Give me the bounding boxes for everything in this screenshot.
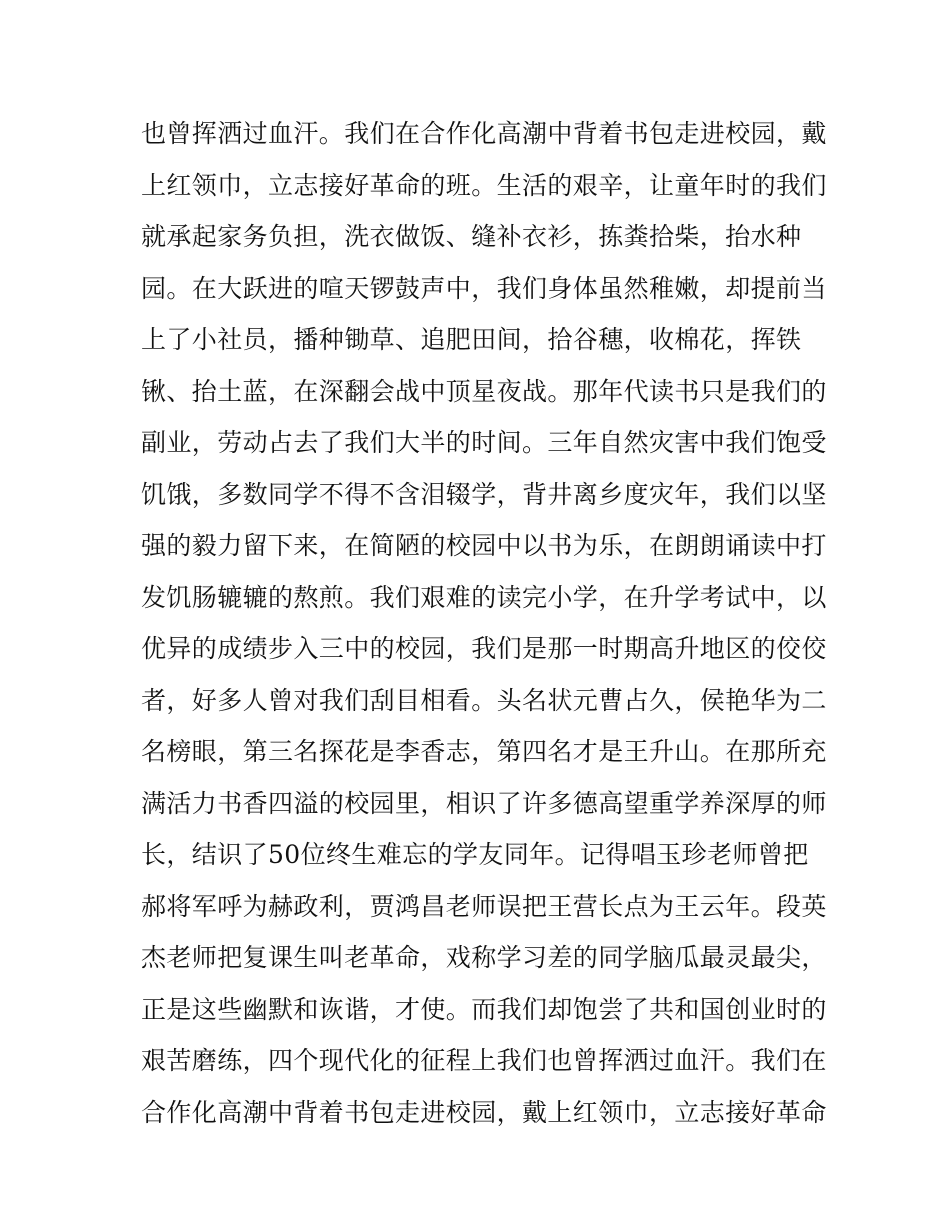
- text-line-8: 饥饿，多数同学不得不含泪辍学，背井离乡度灾年，我们以坚: [141, 479, 827, 509]
- text-line-2: 上红领巾，立志接好革命的班。生活的艰辛，让童年时的我们: [141, 170, 827, 200]
- text-line-7: 副业，劳动占去了我们大半的时间。三年自然灾害中我们饱受: [141, 428, 827, 457]
- text-line-10: 发饥肠辘辘的熬煎。我们艰难的读完小学，在升学考试中，以: [141, 582, 827, 612]
- text-line-4: 园。在大跃进的喧天锣鼓声中，我们身体虽然稚嫩，却提前当: [141, 273, 827, 303]
- text-line-1: 也曾挥洒过血汗。我们在合作化高潮中背着书包走进校园，戴: [141, 119, 827, 148]
- text-line-20: 合作化高潮中背着书包走进校园，戴上红领巾，立志接好革命: [141, 1097, 827, 1127]
- text-line-14: 满活力书香四溢的校园里，相识了许多德高望重学养深厚的师: [141, 788, 827, 818]
- text-line-3: 就承起家务负担，洗衣做饭、缝补衣衫，拣粪拾柴，抬水种: [141, 222, 802, 251]
- text-line-9: 强的毅力留下来，在简陋的校园中以书为乐，在朗朗诵读中打: [141, 531, 827, 560]
- text-line-12: 者，好多人曾对我们刮目相看。头名状元曹占久，侯艳华为二: [141, 685, 827, 715]
- text-line-11: 优异的成绩步入三中的校园，我们是那一时期高升地区的佼佼: [141, 634, 827, 663]
- text-line-19: 艰苦磨练，四个现代化的征程上我们也曾挥洒过血汗。我们在: [141, 1046, 827, 1075]
- body-text: [141, 108, 827, 1138]
- text-line-16: 郝将军呼为赫政利，贾鸿昌老师误把王营长点为王云年。段英: [141, 891, 827, 921]
- text-line-6: 锹、抬土蓝，在深翻会战中顶星夜战。那年代读书只是我们的: [141, 376, 827, 406]
- text-line-13: 名榜眼，第三名探花是李香志，第四名才是王升山。在那所充: [141, 737, 827, 766]
- text-line-17: 杰老师把复课生叫老革命，戏称学习差的同学脑瓜最灵最尖，: [141, 943, 827, 972]
- text-line-15: 长，结识了50位终生难忘的学友同年。记得唱玉珍老师曾把: [141, 840, 809, 869]
- text-line-5: 上了小社员，播种锄草、追肥田间，拾谷穗，收棉花，挥铁: [141, 325, 802, 354]
- text-line-18: 正是这些幽默和诙谐，才使。而我们却饱尝了共和国创业时的: [141, 994, 827, 1024]
